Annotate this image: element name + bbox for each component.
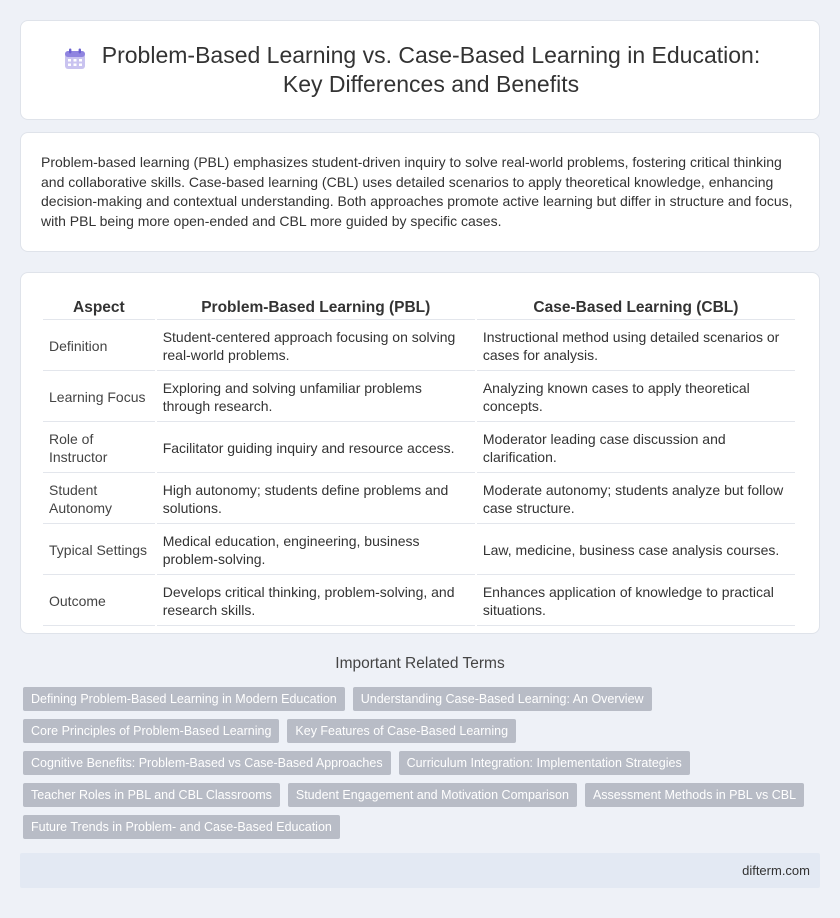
table-row — [43, 475, 795, 524]
row-cbl: Enhances application of knowledge to practical situations. — [477, 577, 795, 626]
intro-paragraph: Problem-based learning (PBL) emphasizes student-driven inquiry to solve real-world problems, fostering critical thinking and collaborative skills. Case-based learning (CBL) uses detailed scenarios to apply theoretical knowledge, enhancing decision-making and contextual understanding. Both approaches promote active learning but differ in structure and focus, with PBL being more open-ended and CBL more guided by specific cases. — [41, 154, 793, 229]
footer-site-link[interactable]: difterm.com — [742, 863, 810, 878]
related-term-tag[interactable]: Curriculum Integration: Implementation Strategies — [399, 751, 690, 775]
table-row — [43, 526, 795, 575]
header-aspect: Aspect — [43, 297, 155, 320]
row-aspect: Typical Settings — [43, 526, 155, 575]
related-term-tag[interactable]: Assessment Methods in PBL vs CBL — [585, 783, 804, 807]
related-term-tag[interactable]: Understanding Case-Based Learning: An Overview — [353, 687, 652, 711]
related-terms-title: Important Related Terms — [335, 655, 505, 672]
comparison-table — [41, 295, 797, 628]
row-cbl: Moderate autonomy; students analyze but follow case structure. — [477, 475, 795, 524]
related-term-tag[interactable]: Future Trends in Problem- and Case-Based Education — [23, 815, 340, 839]
related-term-tag[interactable]: Teacher Roles in PBL and CBL Classrooms — [23, 783, 280, 807]
header-cbl: Case-Based Learning (CBL) — [477, 297, 795, 320]
row-cbl: Law, medicine, business case analysis courses. — [477, 526, 795, 575]
comparison-table-card — [20, 272, 820, 634]
related-term-tag[interactable]: Student Engagement and Motivation Comparison — [288, 783, 577, 807]
intro-card — [20, 132, 820, 252]
related-term-tag[interactable]: Key Features of Case-Based Learning — [287, 719, 516, 743]
related-terms-list — [23, 687, 823, 839]
row-cbl: Instructional method using detailed scenarios or cases for analysis. — [477, 322, 795, 371]
row-aspect: Definition — [43, 322, 155, 371]
page-title-line1: Problem-Based Learning vs. Case-Based Learning in Education: — [101, 42, 761, 68]
table-row — [43, 577, 795, 626]
page-title-line2: Key Differences and Benefits — [282, 71, 580, 97]
table-header-row — [43, 297, 795, 320]
related-term-tag[interactable]: Cognitive Benefits: Problem-Based vs Case-Based Approaches — [23, 751, 391, 775]
table-row — [43, 373, 795, 422]
row-pbl: High autonomy; students define problems and solutions. — [157, 475, 475, 524]
row-pbl: Develops critical thinking, problem-solving, and research skills. — [157, 577, 475, 626]
related-term-tag[interactable]: Core Principles of Problem-Based Learning — [23, 719, 279, 743]
row-cbl: Analyzing known cases to apply theoretical concepts. — [477, 373, 795, 422]
row-aspect: Outcome — [43, 577, 155, 626]
row-pbl: Student-centered approach focusing on solving real-world problems. — [157, 322, 475, 371]
row-pbl: Medical education, engineering, business problem-solving. — [157, 526, 475, 575]
header-card — [20, 20, 820, 120]
row-cbl: Moderator leading case discussion and clarification. — [477, 424, 795, 473]
footer — [20, 853, 820, 888]
row-aspect: Student Autonomy — [43, 475, 155, 524]
table-row — [43, 424, 795, 473]
row-pbl: Facilitator guiding inquiry and resource access. — [157, 424, 475, 473]
page-title — [81, 41, 781, 99]
row-aspect: Learning Focus — [43, 373, 155, 422]
header-pbl: Problem-Based Learning (PBL) — [157, 297, 475, 320]
related-term-tag[interactable]: Defining Problem-Based Learning in Modern Education — [23, 687, 345, 711]
table-row — [43, 322, 795, 371]
row-pbl: Exploring and solving unfamiliar problems through research. — [157, 373, 475, 422]
row-aspect: Role of Instructor — [43, 424, 155, 473]
